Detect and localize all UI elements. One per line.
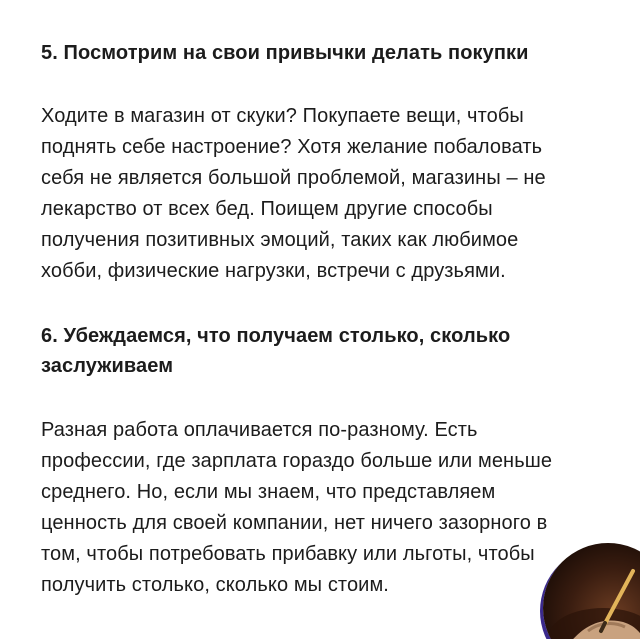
paragraph-line: поднять себе настроение? Хотя желание побаловать xyxy=(41,136,543,158)
paragraph-line: Разная работа оплачивается по-разному. Есть xyxy=(41,419,478,441)
heading-line: 6. Убеждаемся, что получаем столько, сколько xyxy=(41,325,511,347)
paragraph-line: себя не является большой проблемой, магазины – не xyxy=(41,167,546,189)
paragraph-line: хобби, физические нагрузки, встречи с друзьями. xyxy=(41,260,506,282)
paragraph-line: ценность для своей компании, нет ничего зазорного в xyxy=(41,512,548,534)
paragraph-line: получить столько, сколько мы стоим. xyxy=(41,574,389,596)
section-5-heading: 5. Посмотрим на свои привычки делать покупки xyxy=(41,42,529,64)
heading-line: заслуживаем xyxy=(41,355,174,377)
writing-hand-icon xyxy=(543,543,640,639)
paragraph-line: среднего. Но, если мы знаем, что представляем xyxy=(41,481,496,503)
paragraph-line: том, чтобы потребовать прибавку или льготы, чтобы xyxy=(41,543,535,565)
section-6-heading xyxy=(41,321,510,381)
paragraph-line: профессии, где зарплата гораздо больше или меньше xyxy=(41,450,553,472)
writing-hand-photo xyxy=(543,543,640,639)
paragraph-line: получения позитивных эмоций, таких как любимое xyxy=(41,229,519,251)
section-5-paragraph xyxy=(41,101,621,287)
paragraph-line: Ходите в магазин от скуки? Покупаете вещи, чтобы xyxy=(41,105,524,127)
paragraph-line: лекарство от всех бед. Поищем другие способы xyxy=(41,198,493,220)
section-6-paragraph xyxy=(41,415,621,601)
